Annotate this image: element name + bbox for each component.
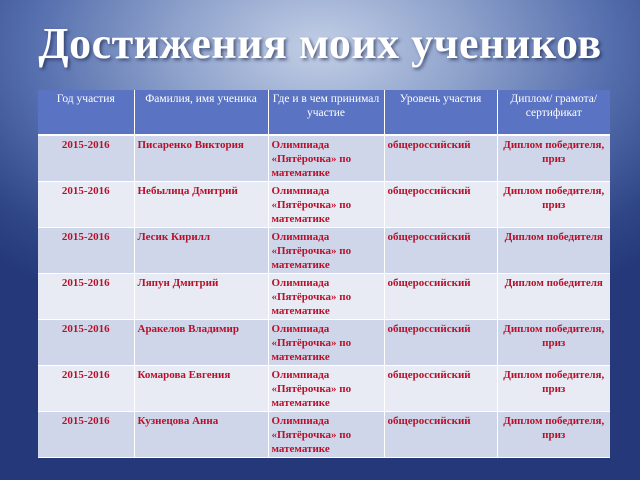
cell-student-name: Небылица Дмитрий xyxy=(134,182,268,228)
cell-year: 2015-2016 xyxy=(38,320,134,366)
cell-event: Олимпиада «Пятёрочка» по математике xyxy=(268,274,384,320)
cell-student-name: Ляпун Дмитрий xyxy=(134,274,268,320)
table-row xyxy=(38,366,610,412)
cell-student-name: Комарова Евгения xyxy=(134,366,268,412)
cell-event: Олимпиада «Пятёрочка» по математике xyxy=(268,228,384,274)
cell-event: Олимпиада «Пятёрочка» по математике xyxy=(268,320,384,366)
cell-student-name: Аракелов Владимир xyxy=(134,320,268,366)
cell-level: общероссийский xyxy=(384,320,497,366)
cell-year: 2015-2016 xyxy=(38,366,134,412)
cell-event: Олимпиада «Пятёрочка» по математике xyxy=(268,412,384,458)
cell-student-name: Кузнецова Анна xyxy=(134,412,268,458)
cell-student-name: Лесик Кирилл xyxy=(134,228,268,274)
cell-year: 2015-2016 xyxy=(38,182,134,228)
cell-level: общероссийский xyxy=(384,135,497,182)
cell-event: Олимпиада «Пятёрочка» по математике xyxy=(268,366,384,412)
cell-year: 2015-2016 xyxy=(38,228,134,274)
cell-year: 2015-2016 xyxy=(38,274,134,320)
column-header-student-name: Фамилия, имя ученика xyxy=(134,90,268,135)
cell-award: Диплом победителя, приз xyxy=(497,182,610,228)
table-row xyxy=(38,274,610,320)
achievements-table-container xyxy=(38,90,610,458)
column-header-year: Год участия xyxy=(38,90,134,135)
table-row xyxy=(38,135,610,182)
cell-level: общероссийский xyxy=(384,412,497,458)
cell-level: общероссийский xyxy=(384,182,497,228)
cell-award: Диплом победителя, приз xyxy=(497,320,610,366)
cell-event: Олимпиада «Пятёрочка» по математике xyxy=(268,182,384,228)
column-header-award: Диплом/ грамота/ сертификат xyxy=(497,90,610,135)
cell-award: Диплом победителя, приз xyxy=(497,366,610,412)
cell-level: общероссийский xyxy=(384,228,497,274)
table-row xyxy=(38,412,610,458)
column-header-event: Где и в чем принимал участие xyxy=(268,90,384,135)
slide-title: Достижения моих учеников xyxy=(38,19,602,68)
cell-award: Диплом победителя, приз xyxy=(497,135,610,182)
achievements-table xyxy=(38,90,610,458)
table-row xyxy=(38,182,610,228)
cell-award: Диплом победителя xyxy=(497,228,610,274)
cell-level: общероссийский xyxy=(384,366,497,412)
cell-award: Диплом победителя, приз xyxy=(497,412,610,458)
cell-year: 2015-2016 xyxy=(38,412,134,458)
table-row xyxy=(38,320,610,366)
table-row xyxy=(38,228,610,274)
table-header-row xyxy=(38,90,610,135)
cell-award: Диплом победителя xyxy=(497,274,610,320)
cell-event: Олимпиада «Пятёрочка» по математике xyxy=(268,135,384,182)
cell-student-name: Писаренко Виктория xyxy=(134,135,268,182)
cell-level: общероссийский xyxy=(384,274,497,320)
cell-year: 2015-2016 xyxy=(38,135,134,182)
column-header-level: Уровень участия xyxy=(384,90,497,135)
